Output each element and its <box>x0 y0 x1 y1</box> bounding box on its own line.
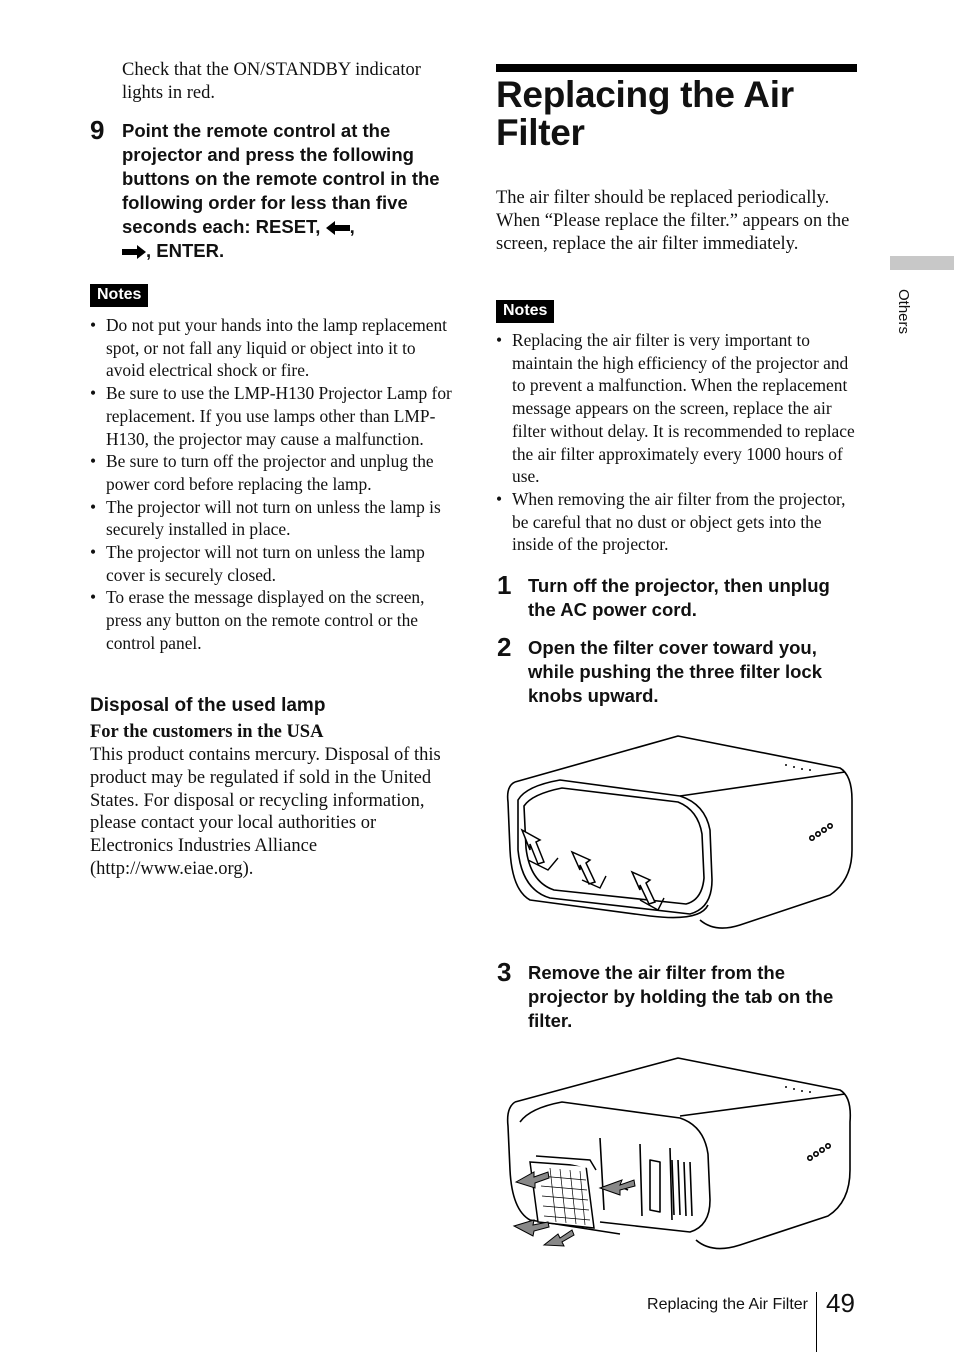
air-filter-removal-illustration <box>500 1050 860 1255</box>
right-arrow-icon <box>122 245 146 259</box>
list-item: • The projector will not turn on unless the lamp is securely installed in place. <box>90 496 454 541</box>
page-number: 49 <box>826 1288 855 1318</box>
list-item: • When removing the air filter from the projector, be careful that no dust or object gets into the inside of the projector. <box>496 488 856 556</box>
disposal-heading: Disposal of the used lamp <box>90 695 326 716</box>
step-9-text <box>122 119 462 263</box>
notes-badge-left: Notes <box>90 284 148 307</box>
customers-heading: For the customers in the USA <box>90 722 324 742</box>
intro-check-text: Check that the ON/STANDBY indicator lights in red. <box>122 60 421 103</box>
step-9-number: 9 <box>90 115 105 145</box>
list-item: • Be sure to use the LMP-H130 Projector Lamp for replacement. If you use lamps other than LMP-H130, the projector may cause a malfunction. <box>90 382 454 450</box>
side-tab-marker <box>890 256 954 270</box>
step-9-comma: , <box>349 216 355 237</box>
step-2-text: Open the filter cover toward you, while pushing the three filter lock knobs upward. <box>528 637 822 706</box>
list-item: • The projector will not turn on unless the lamp cover is securely closed. <box>90 541 454 586</box>
notes-badge-right: Notes <box>496 300 554 323</box>
step-3-text: Remove the air filter from the projector by holding the tab on the filter. <box>528 962 834 1031</box>
intro-paragraph: The air filter should be replaced periodically. When “Please replace the filter.” appears on the screen, replace the air filter immediately. <box>496 188 850 254</box>
disposal-text: This product contains mercury. Disposal of this product may be regulated if sold in the United States. For disposal or recycling information, please contact your local authorities or Electronics Industries Alliance (http://www.eiae.org). <box>90 745 441 879</box>
notes-list-left <box>90 314 454 655</box>
step-3-number: 3 <box>497 957 512 987</box>
footer-section-title: Replacing the Air Filter <box>647 1296 808 1313</box>
list-item: • Do not put your hands into the lamp replacement spot, or not fall any liquid or object into it to avoid electrical shock or fire. <box>90 314 454 382</box>
step-1-number: 1 <box>497 570 512 600</box>
page-title <box>496 76 857 152</box>
step-9-text-before: Point the remote control at the projector and press the following buttons on the remote control in the following order for less than five seconds each: RESET, <box>122 120 440 237</box>
side-tab-label: Others <box>895 289 912 335</box>
page-title-line1: Replacing the Air <box>496 74 794 115</box>
footer-divider <box>816 1292 817 1352</box>
left-arrow-icon <box>326 221 350 235</box>
projector-filter-cover-illustration <box>500 730 860 935</box>
list-item: • To erase the message displayed on the screen, press any button on the remote control or the control panel. <box>90 586 454 654</box>
step-2-number: 2 <box>497 632 512 662</box>
notes-list-right <box>496 329 856 556</box>
step-9-text-after: , ENTER. <box>146 240 225 261</box>
list-item: • Be sure to turn off the projector and unplug the power cord before replacing the lamp. <box>90 450 454 495</box>
title-rule <box>496 64 857 72</box>
list-item: • Replacing the air filter is very important to maintain the high efficiency of the projector and to prevent a malfunction. When the replacement message appears on the screen, replace the air filter without delay. It is recommended to replace the air filter approximately every 1000 hours of use. <box>496 329 856 488</box>
page-title-line2: Filter <box>496 112 585 153</box>
step-1-text: Turn off the projector, then unplug the AC power cord. <box>528 575 830 620</box>
